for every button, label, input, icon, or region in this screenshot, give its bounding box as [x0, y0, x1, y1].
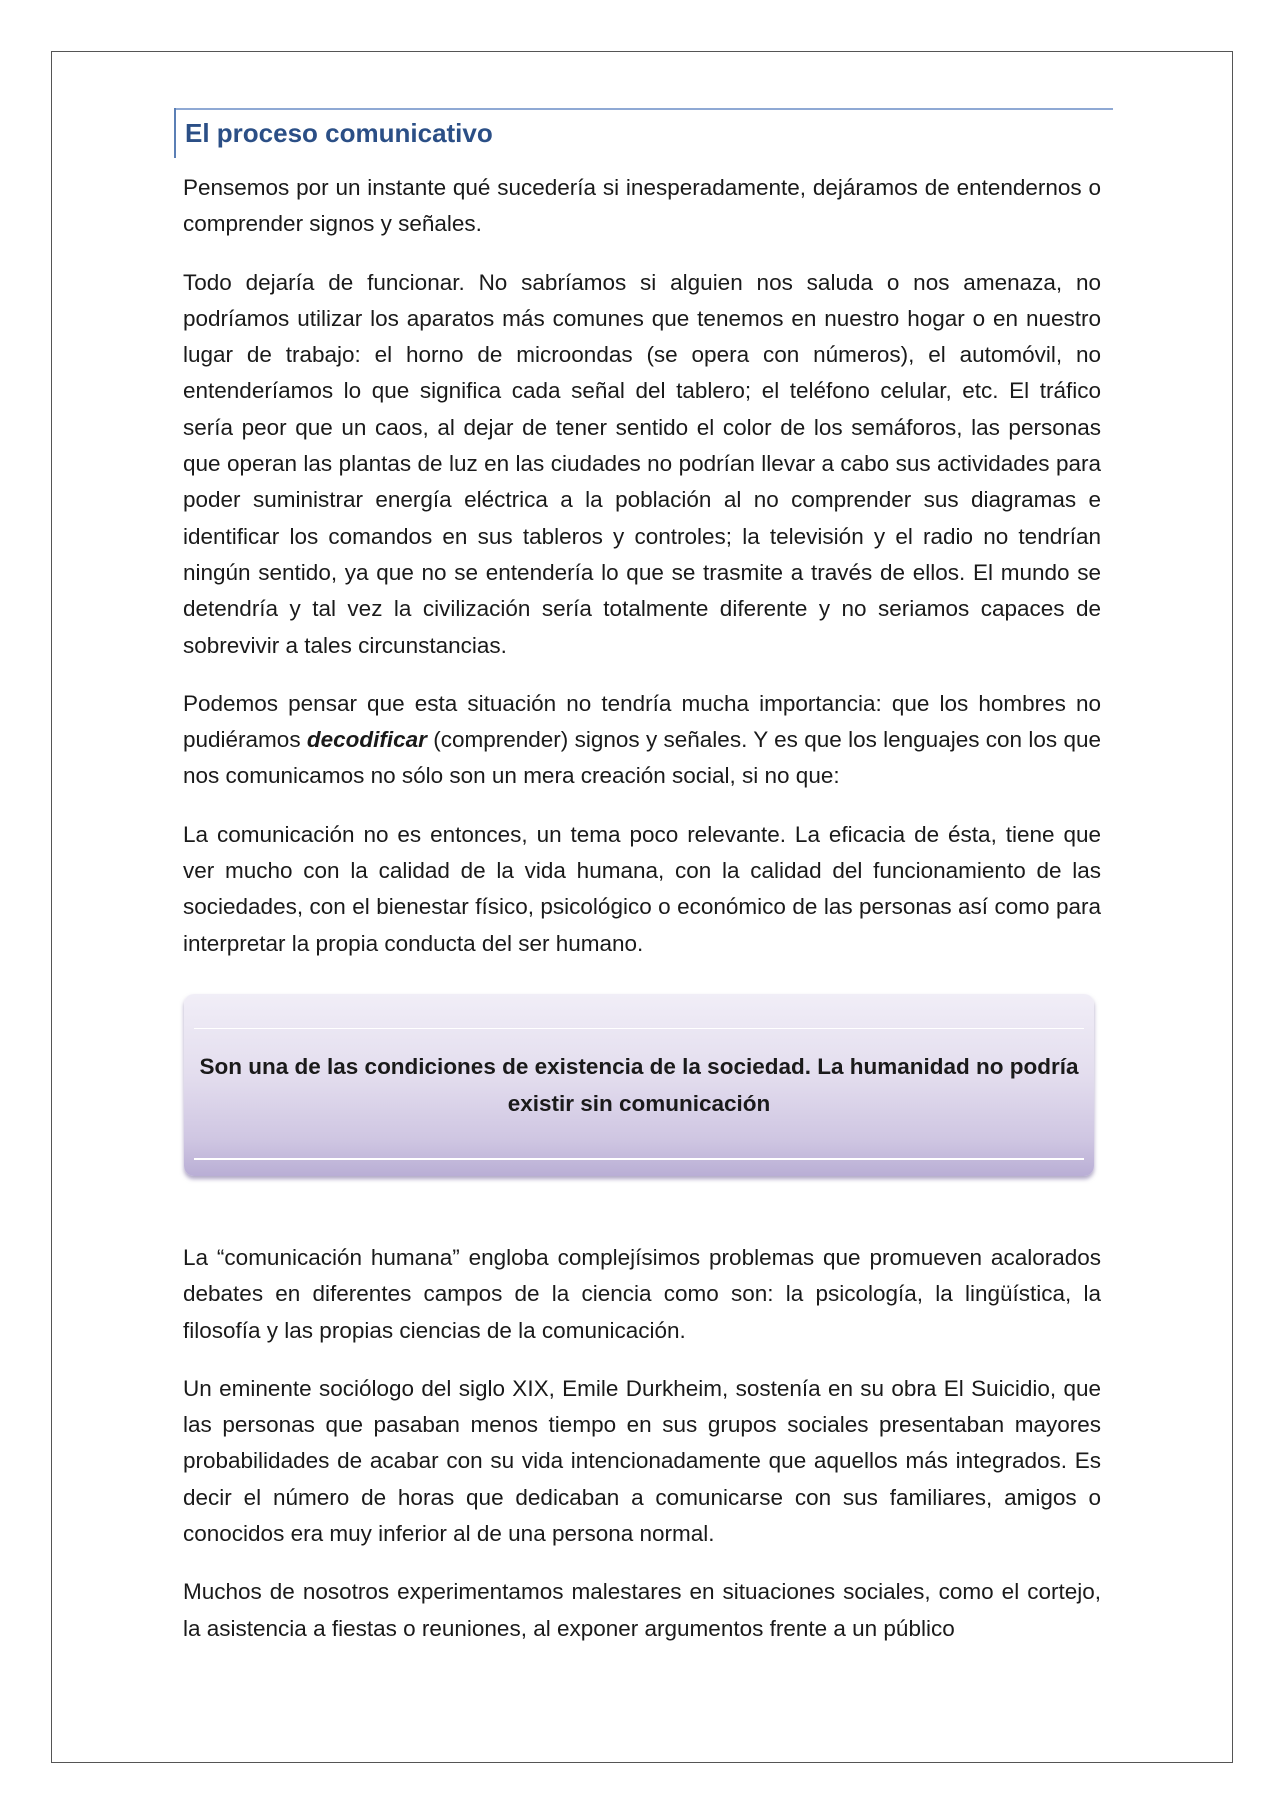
paragraph-intro: Pensemos por un instante qué sucedería si inesperadamente, dejáramos de entendernos o comprender signos y señales. — [183, 175, 1101, 237]
heading-rule — [176, 108, 1113, 110]
callout-rule-bottom — [194, 1158, 1084, 1160]
paragraph-discomfort: Muchos de nosotros experimentamos malestares en situaciones sociales, como el cortejo, la asistencia a fiestas o reuniones, al exponer argumentos frente a un público — [183, 1579, 1101, 1641]
paragraph-importance-start: Podemos pensar que esta situación no tendría mucha importancia: que los hombres no pudiéramos — [183, 690, 1101, 753]
section-heading — [174, 108, 1101, 158]
paragraph-human-communication: La “comunicación humana” engloba complejísimos problemas que promueven acalorados debates en diferentes campos de la ciencia como son: la psicología, la lingüística, la filosofía y las propias ciencias de la comunicación. — [183, 1244, 1101, 1343]
callout-text: Son una de las condiciones de existencia de la sociedad. La humanidad no podría existir sin comunicación — [199, 1053, 1079, 1116]
paragraph-durkheim: Un eminente sociólogo del siglo XIX, Emile Durkheim, sostenía en su obra El Suicidio, que las personas que pasaban menos tiempo en sus grupos sociales presentaban mayores probabilidades de acabar con su vida intencionadamente que aquellos más integrados. Es decir el número de horas que dedicaban a comunicarse con sus familiares, amigos o conocidos era muy inferior al de una persona normal. — [183, 1375, 1101, 1547]
paragraph-importance-end: (comprender) signos y señales. Y es que los lenguajes con los que nos comunicamos no sólo son un mera creación social, si no que: — [183, 727, 1101, 789]
paragraph-relevance: La comunicación no es entonces, un tema poco relevante. La eficacia de ésta, tiene que ver mucho con la calidad de la vida humana, con la calidad del funcionamiento de las sociedades, con el bienestar físico, psicológico o económico de las personas así como para interpretar la propia conducta del ser humano. — [183, 821, 1101, 956]
emphasis-decodificar: decodificar — [306, 727, 427, 753]
paragraph-importance — [183, 686, 1101, 795]
paragraph-consequences: Todo dejaría de funcionar. No sabríamos si alguien nos saluda o nos amenaza, no podríamos utilizar los aparatos más comunes que tenemos en nuestro hogar o en nuestro lugar de trabajo: el horno de microondas (se opera con números), el automóvil, no entenderíamos lo que significa cada señal del tablero; el teléfono celular, etc. El tráfico sería peor que un caos, al dejar de tener sentido el color de los semáforos, las personas que operan las plantas de luz en las ciudades no podrían llevar a cabo sus actividades para poder suministrar energía eléctrica a la población al no comprender sus diagramas e identificar los comandos en sus tableros y controles; la televisión y el radio no tendrían ningún sentido, ya que no se entendería lo que se trasmite a través de ellos. El mundo se detendría y tal vez la civilización sería totalmente diferente y no seriamos capaces de sobrevivir a tales circunstancias. — [183, 269, 1101, 658]
callout-box — [184, 994, 1094, 1176]
document-content — [183, 108, 1101, 1647]
callout-rule-top — [194, 1028, 1084, 1030]
section-title: El proceso comunicativo — [185, 118, 493, 148]
